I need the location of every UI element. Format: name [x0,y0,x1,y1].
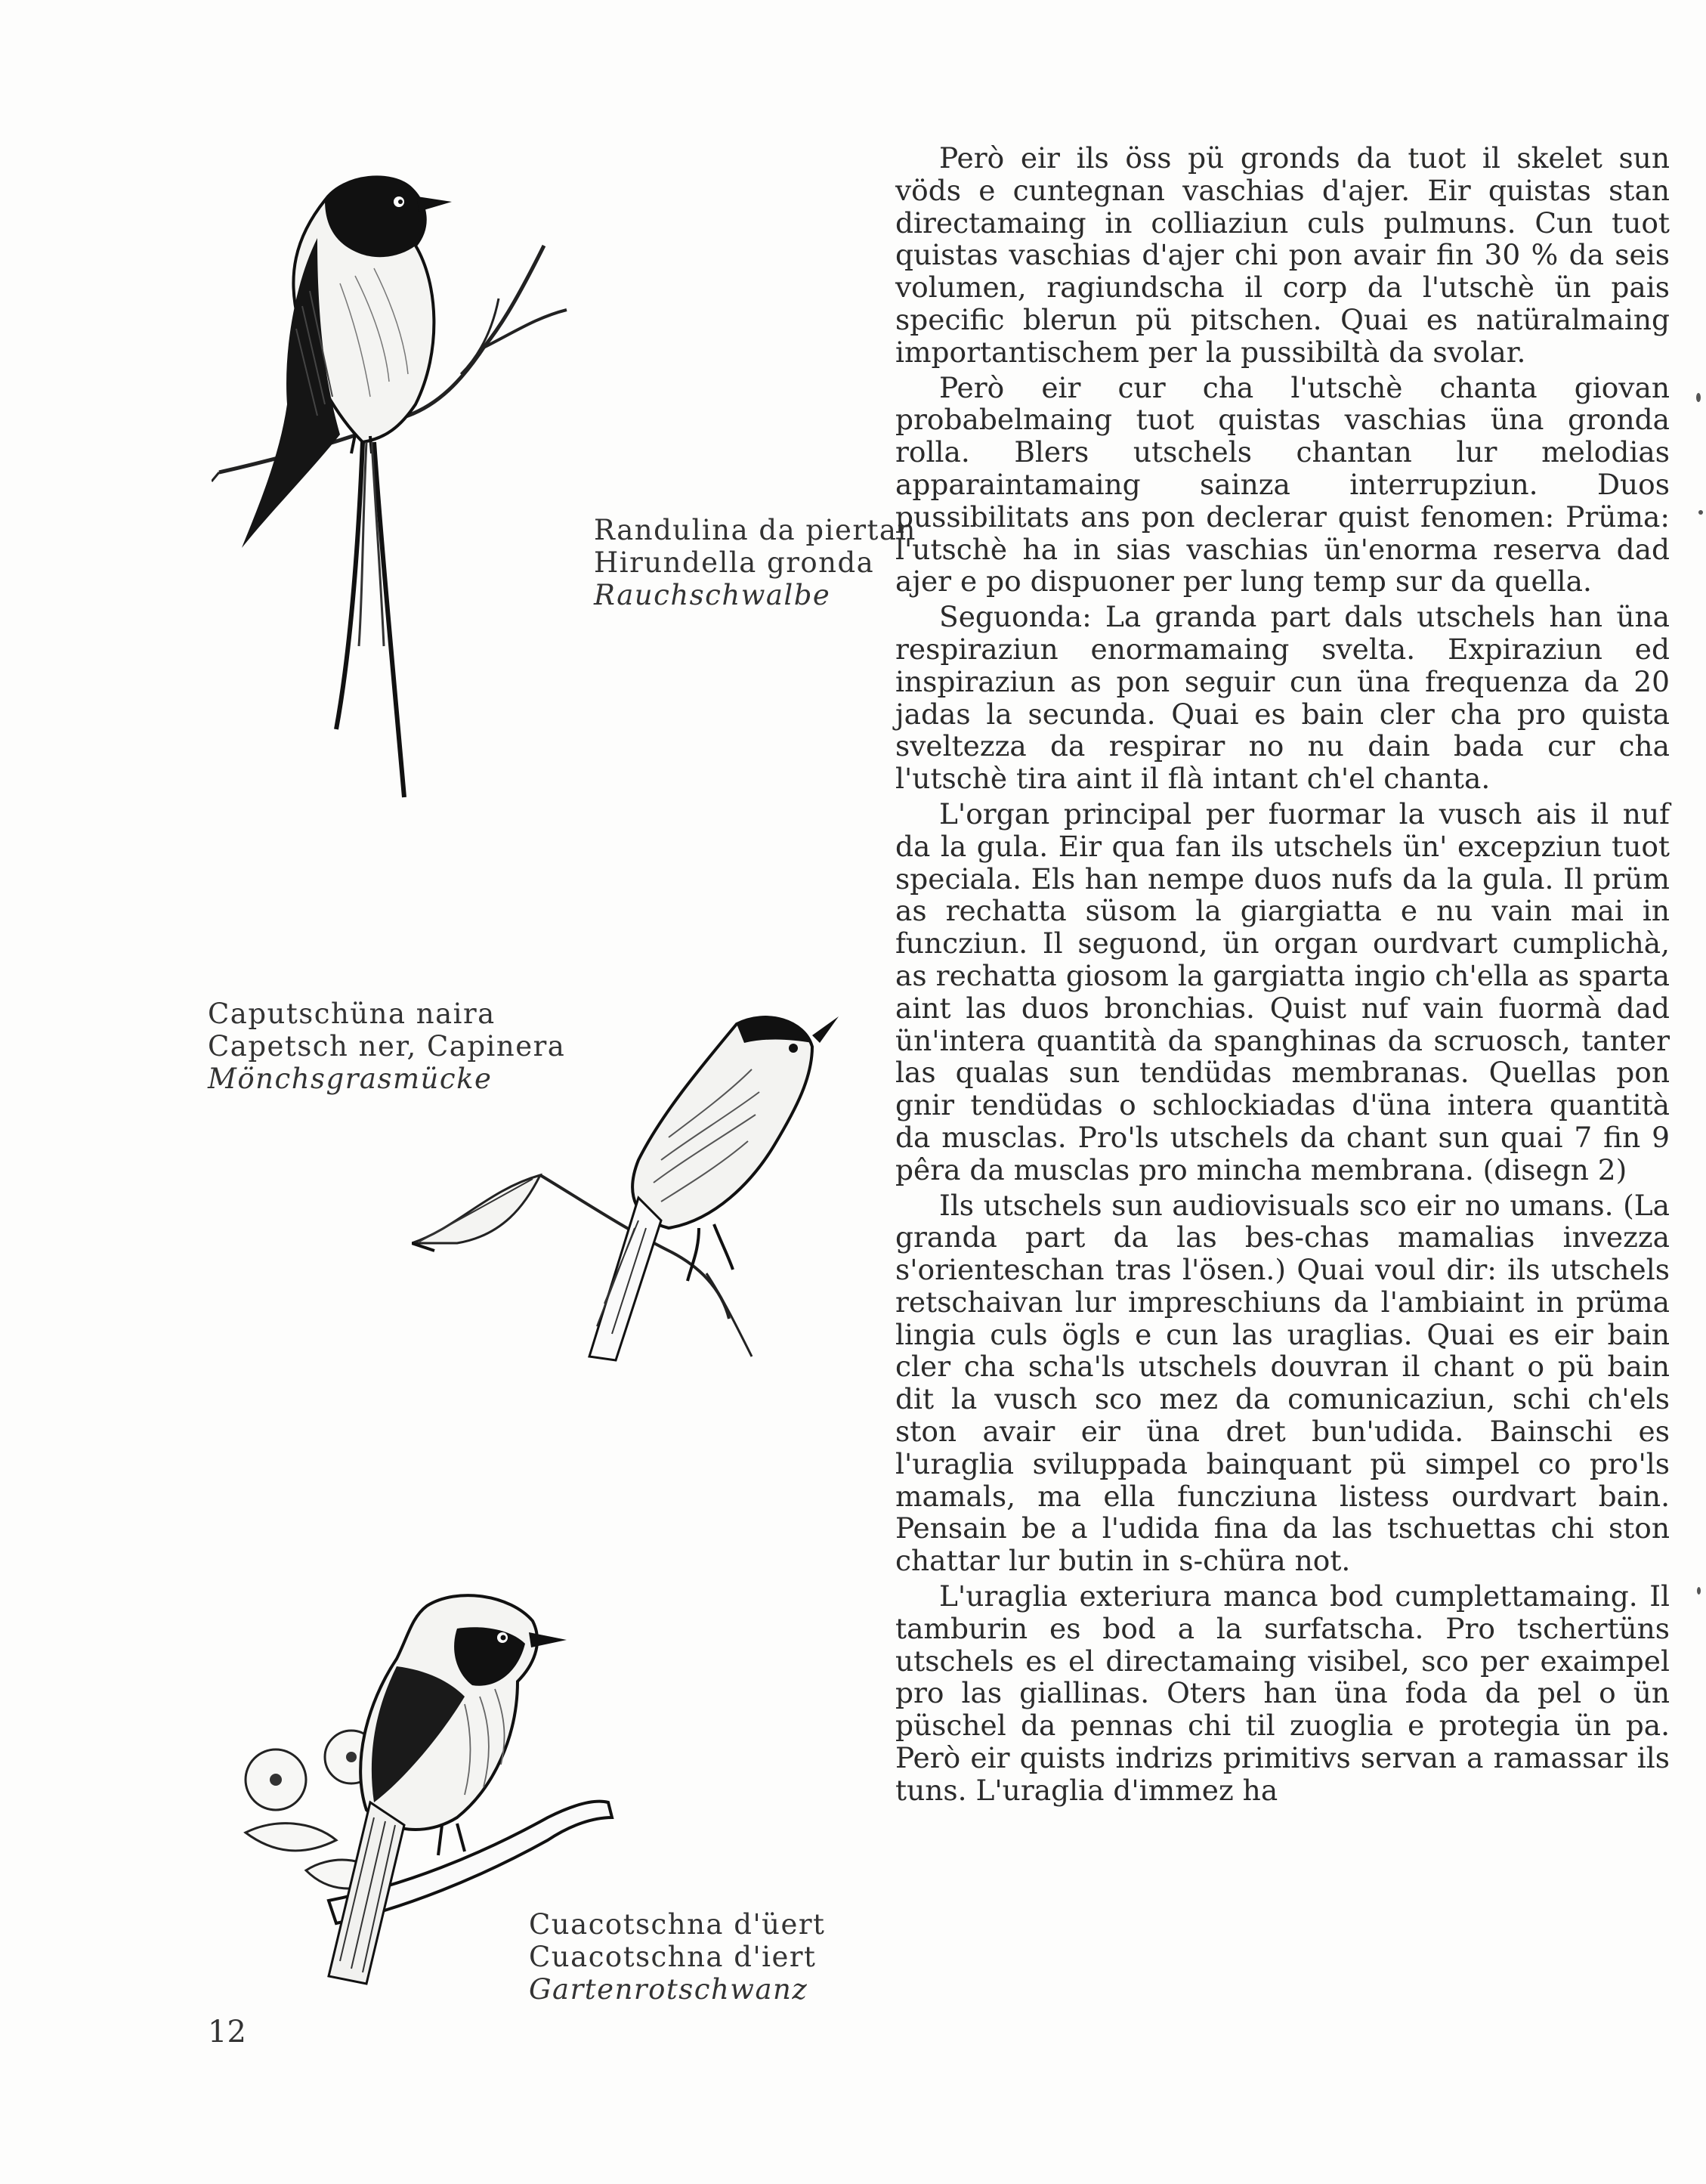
scan-speck [1696,393,1701,402]
paragraph-2: Però eir cur cha l'utschè chanta giovan probabelmaing tuot quistas vaschias üna gronda rolla. Blers utschels chantan lur melodias apparaintamaing sainza interrupziun. Duos pussibilitats ans pon declerar quist fenomen: Prüma: l'utschè ha in sias vaschias ün'enorma reserva dad ajer e po dispuoner per lung temp sur da quella. [895,370,1670,599]
swallow-name-alt: Hirundella gronda [594,546,875,579]
paragraph-3: Seguonda: La granda part dals utschels han üna respiraziun enormamaing svelta. Expiraziun ed inspiraziun as pon seguir cun üna frequenza da 20 jadas la secunda. Quai es bain cler cha pro quista sveltezza da respirar no nu dain bada cur cha l'utschè tira aint il flà intant ch'el chanta. [895,600,1670,796]
swallow-name-romansh: Randulina da piertan [594,514,916,546]
paragraph-6: L'uraglia exteriura manca bod cumplettamaing. Il tamburin es bod a la surfatscha. Pro tschertüns utschels es el directamaing visibel, sco per exaimpel pro las giallinas. Oters han üna foda da pel o ün püschel da pennas chi til zuoglia e protegia ün pa. Però eir quists indrizs primitivs servan a ramassar ils tuns. L'uraglia d'immez ha [895,1579,1670,1807]
page-number: 12 [208,2015,246,2049]
redstart-name-german: Gartenrotschwanz [529,1973,808,2006]
blackcap-name-german: Mönchsgrasmücke [208,1063,493,1095]
paragraph-4: L'organ principal per fuormar la vusch ais il nuf da la gula. Eir qua fan ils utschels ün' excepziun tuot speciala. Els han nempe duos nufs da la gula. Il prüm as rechatta süsom la giargiatta e nu vain mai in funcziun. Il seguond, ün organ ourdvart cumplichà, as rechatta giosom la gargiatta ingio ch'ella as sparta aint las duos bronchias. Quist nuf vain fuormà dad ün'intera quantità da spanghinas da scruosch, tanter las qualas sun tendüdas membranas. Quellas pon gnir tendüdas o schlockiadas d'üna intera quantità da musclas. Pro'ls utschels da chant sun quai 7 fin 9 pêra da musclas pro mincha membrana. (disegn 2) [895,797,1670,1186]
redstart-name-romansh: Cuacotschna d'üert [529,1908,826,1941]
redstart-caption [529,1908,825,2006]
swallow-caption [594,514,916,611]
scan-speck [1697,1587,1701,1595]
swallow-name-german: Rauchschwalbe [594,579,831,611]
body-text-column [895,142,1670,1807]
swallow-illustration [212,155,604,820]
scan-speck [1698,510,1703,515]
paragraph-1: Però eir ils öss pü gronds da tuot il skelet sun vöds e cuntegnan vaschias d'ajer. Eir quistas stan directamaing in colliaziun culs pulmuns. Cun tuot quistas vaschias d'ajer chi pon avair fin 30 % da seis volumen, ragiundscha il corp da l'utschè ün pais specific blerun pü pitschen. Quai es natüralmaing importantischem per la pussibiltà da svolar. [895,141,1670,369]
blackcap-illustration [412,1001,850,1394]
blackcap-name-alt: Capetsch ner, Capinera [208,1030,566,1063]
blackcap-name-romansh: Caputschüna naira [208,998,496,1030]
redstart-name-alt: Cuacotschna d'iert [529,1941,817,1973]
paragraph-5: Ils utschels sun audiovisuals sco eir no umans. (La granda part da las bes-chas mamalias invezza s'orienteschan tras l'ösen.) Quai voul dir: ils utschels retschaivan lur impreschiuns da l'ambiaint in prüma lingia culs ögls e cun las uraglias. Quai es eir bain cler cha scha'ls utschels douvran il chant o pü bain dit la vusch sco mez da comunicaziun, schi ch'els ston avair eir üna dret bun'udida. Bainschi es l'uraglia sviluppada bainquant pü simpel co pro'ls mamals, ma ella funcziuna listess ourdvart bain. Pensain be a l'udida fina da las tschuettas chi ston chattar lur butin in s-chüra not. [895,1188,1670,1578]
